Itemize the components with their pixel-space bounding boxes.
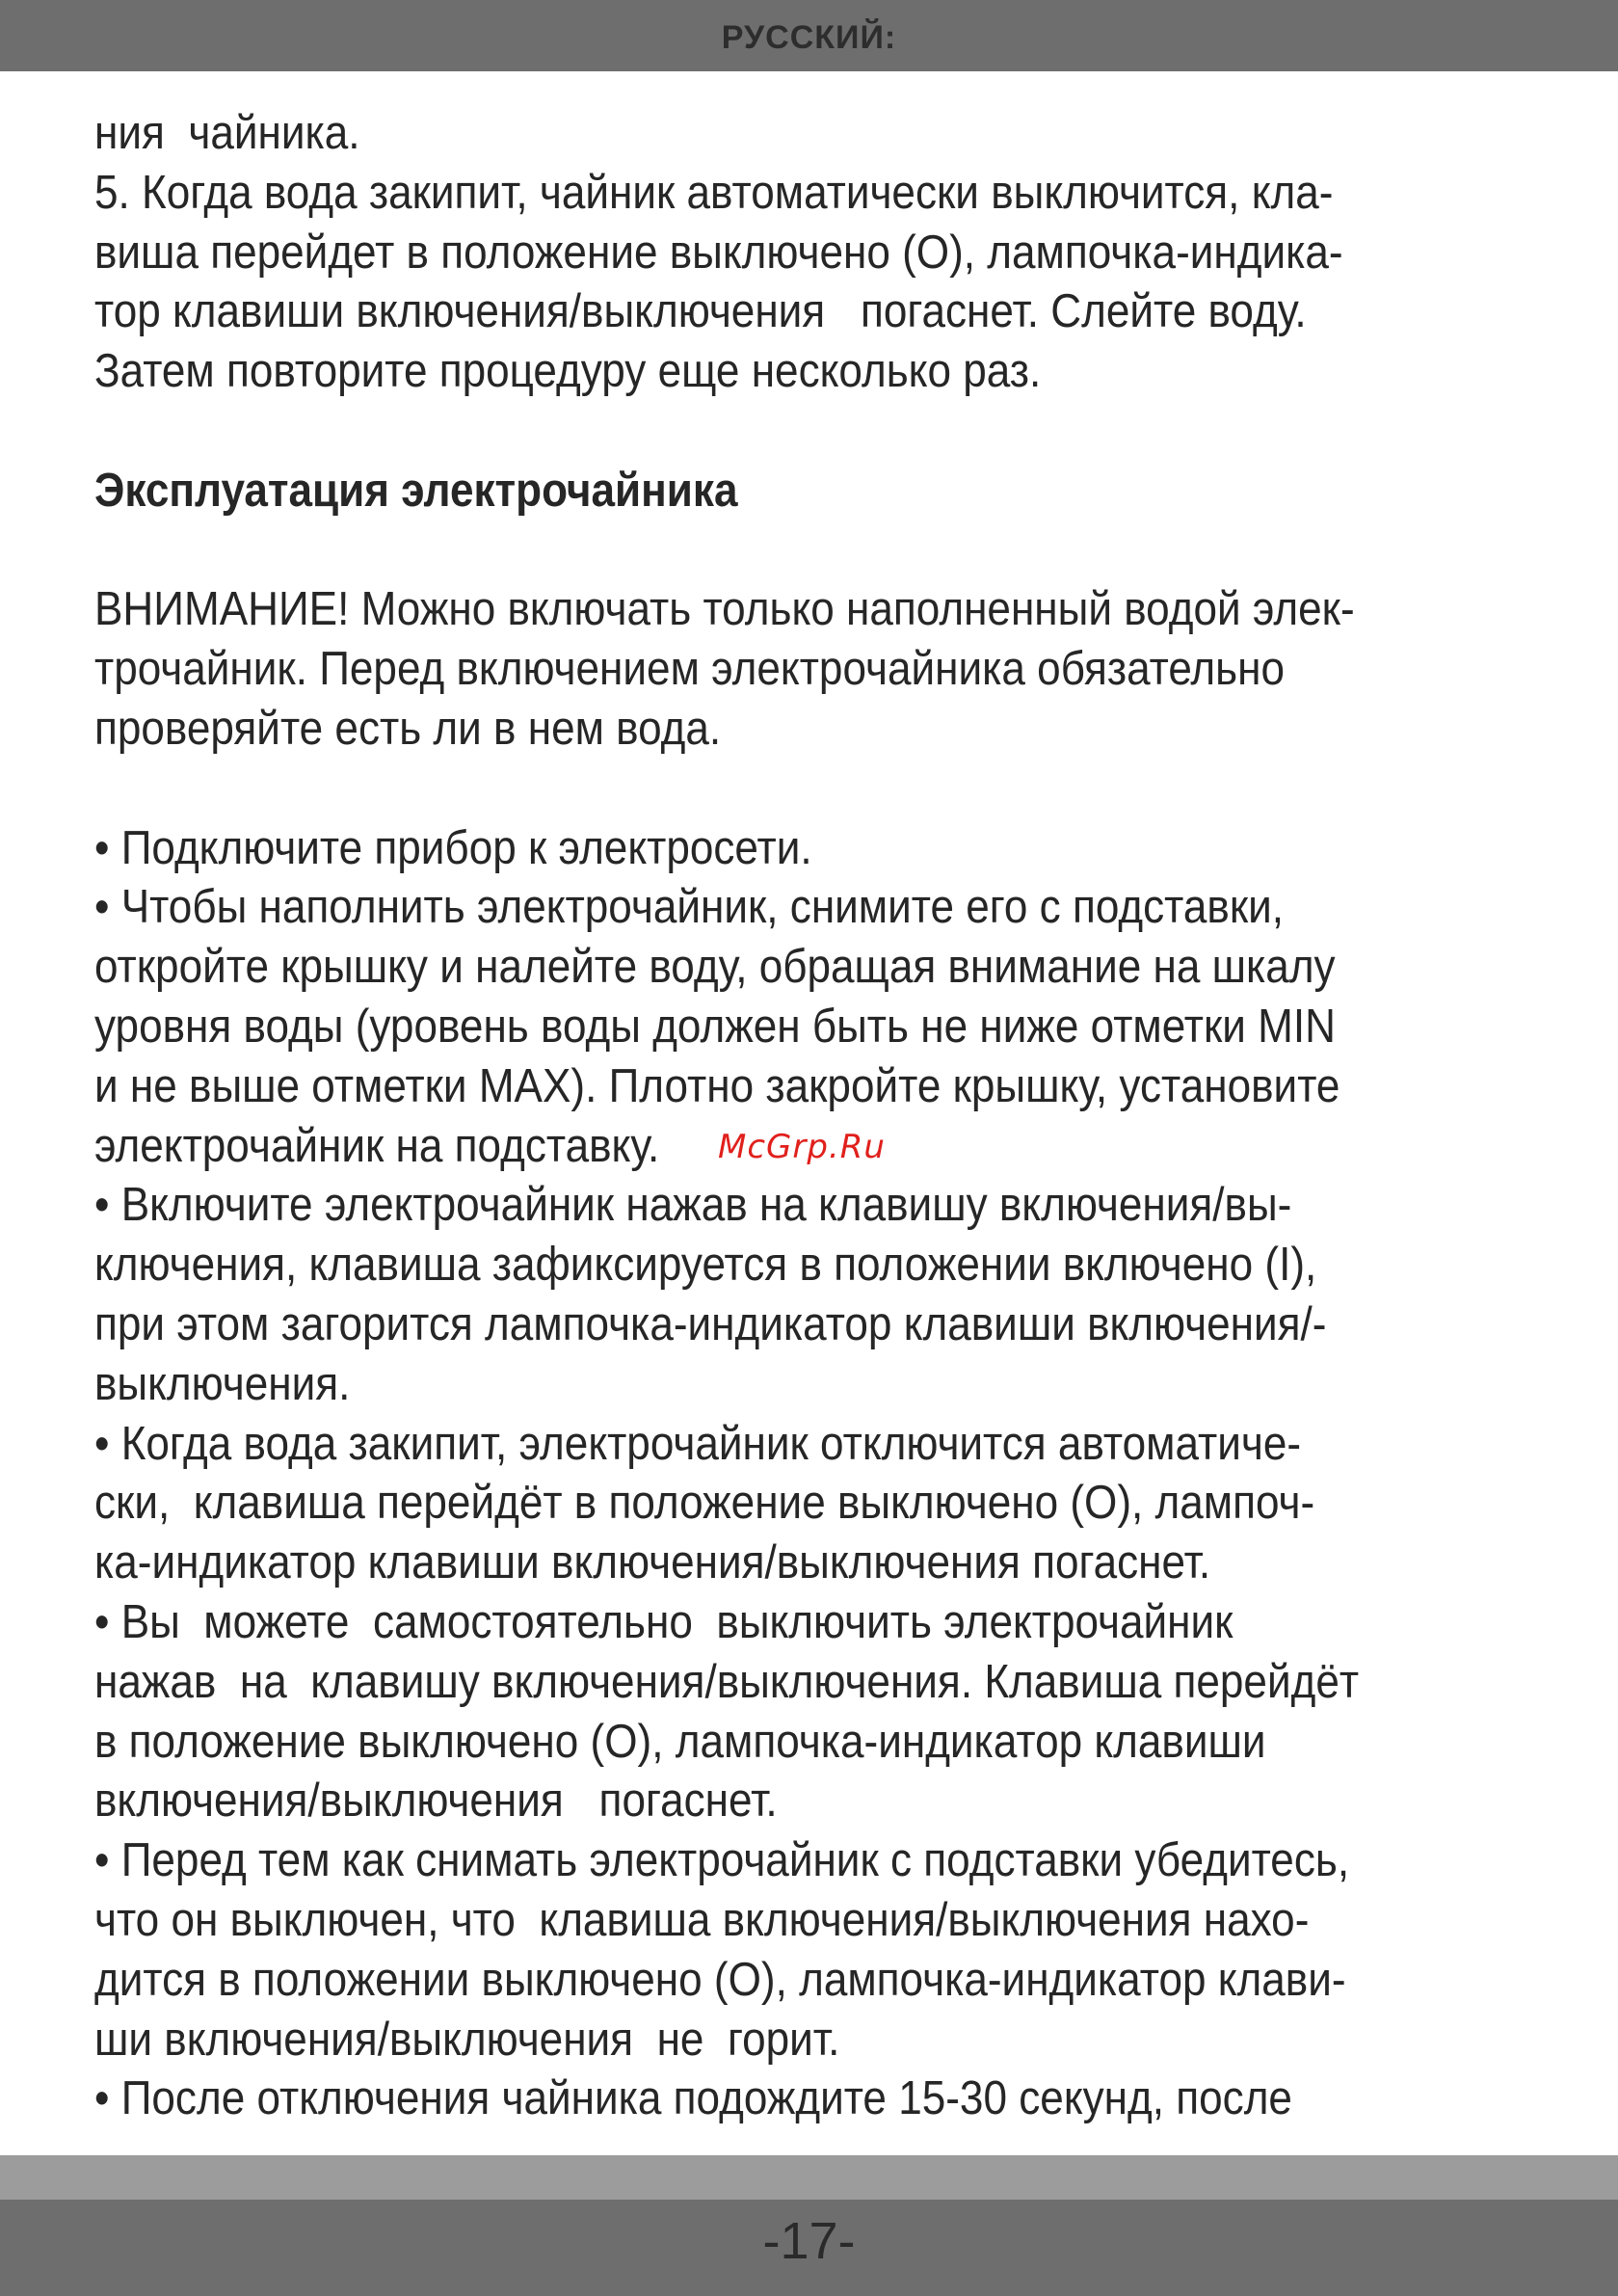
- bullet-line: в положение выключено (О), лампочка-индикатор клавиши: [94, 1715, 1266, 1768]
- warning-line: трочайник. Перед включением электрочайника обязательно: [94, 643, 1285, 696]
- language-label: РУССКИЙ:: [721, 19, 897, 56]
- bullet-line: • Когда вода закипит, электрочайник отключится автоматиче-: [94, 1417, 1302, 1470]
- document-body: [94, 104, 1560, 2129]
- bullet-line: выключения.: [94, 1357, 351, 1410]
- bullet-line: дится в положении выключено (О), лампочка-индикатор клави-: [94, 1953, 1346, 2006]
- bullet-line: • Подключите прибор к электросети.: [94, 821, 812, 874]
- bullet-line: ски, клавиша перейдёт в положение выключено (О), лампоч-: [94, 1477, 1315, 1530]
- bullet-line: • Перед тем как снимать электрочайник с подставки убедитесь,: [94, 1834, 1350, 1887]
- header-band: [0, 0, 1618, 71]
- text-line: 5. Когда вода закипит, чайник автоматически выключится, кла-: [94, 166, 1334, 219]
- bullet-line: при этом загорится лампочка-индикатор клавиши включения/-: [94, 1297, 1327, 1350]
- watermark-link[interactable]: McGrp.Ru: [718, 1128, 886, 1166]
- warning-line: проверяйте есть ли в нем вода.: [94, 702, 722, 755]
- bullet-line: что он выключен, что клавиша включения/выключения нахо-: [94, 1893, 1310, 1946]
- text-line: тор клавиши включения/выключения погаснет. Слейте воду.: [94, 285, 1307, 338]
- bullet-line: ключения, клавиша зафиксируется в положении включено (I),: [94, 1239, 1317, 1292]
- bullet-line: • Включите электрочайник нажав на клавишу включения/вы-: [94, 1179, 1292, 1232]
- bullet-line: • После отключения чайника подождите 15-30 секунд, после: [94, 2072, 1292, 2125]
- text-line: виша перейдет в положение выключено (О), лампочка-индика-: [94, 226, 1343, 279]
- bullet-line: включения/выключения погаснет.: [94, 1775, 778, 1828]
- text-line: Затем повторите процедуру еще несколько раз.: [94, 345, 1042, 398]
- paragraph-gap: [94, 521, 1560, 581]
- bullet-line: • Вы можете самостоятельно выключить электрочайник: [94, 1595, 1233, 1648]
- warning-line: ВНИМАНИЕ! Можно включать только наполненный водой элек-: [94, 583, 1355, 636]
- paragraph-gap: [94, 402, 1560, 462]
- bullet-line: уровня воды (уровень воды должен быть не ниже отметки MIN: [94, 1000, 1336, 1053]
- bullet-line: откройте крышку и налейте воду, обращая внимание на шкалу: [94, 941, 1336, 994]
- page-number: -17-: [762, 2212, 856, 2270]
- footer-strip: [0, 2155, 1618, 2200]
- bullet-line: ши включения/выключения не горит.: [94, 2013, 840, 2066]
- bullet-line: • Чтобы наполнить электрочайник, снимите его с подставки,: [94, 881, 1285, 934]
- bullet-line: нажав на клавишу включения/выключения. Клавиша перейдёт: [94, 1655, 1360, 1708]
- bullet-line: ка-индикатор клавиши включения/выключения погаснет.: [94, 1536, 1211, 1589]
- text-line: ния чайника.: [94, 107, 360, 159]
- bullet-line: и не выше отметки MAX). Плотно закройте крышку, установите: [94, 1059, 1340, 1112]
- section-title: Эксплуатация электрочайника: [94, 464, 738, 517]
- paragraph-gap: [94, 760, 1560, 819]
- bullet-line: электрочайник на подставку.: [94, 1119, 660, 1172]
